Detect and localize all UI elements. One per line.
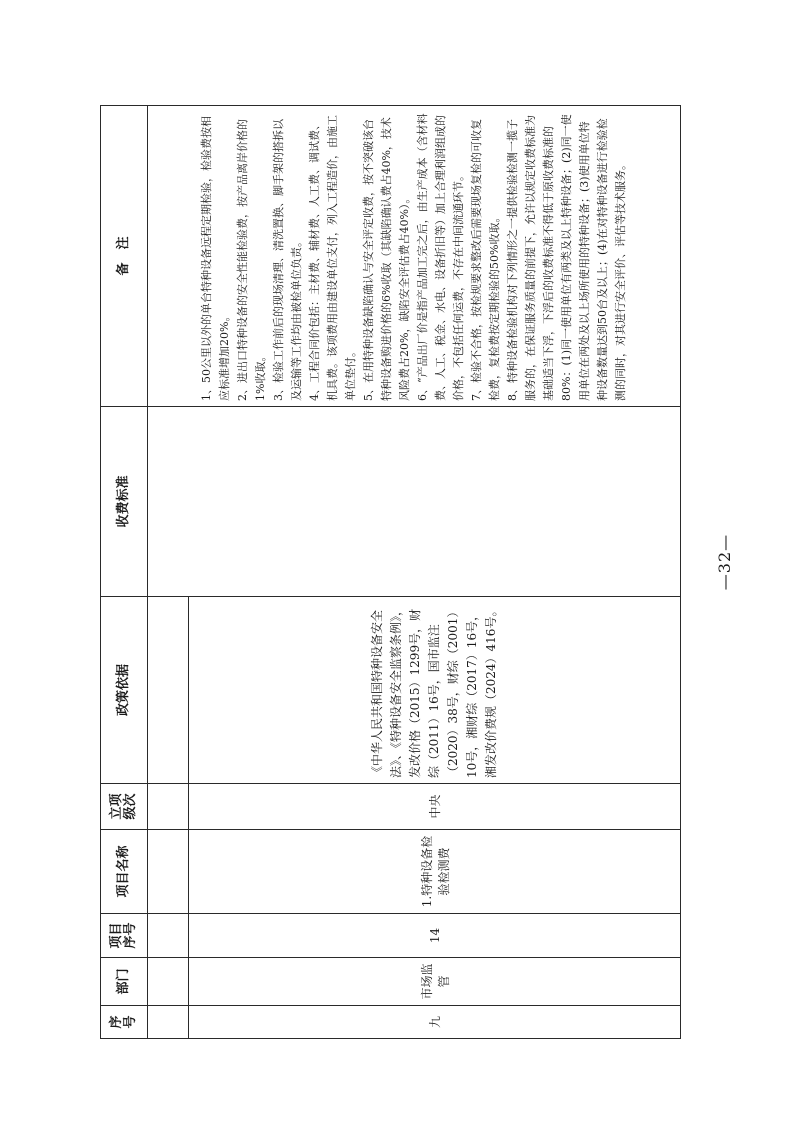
item-name-cell: 1.特种设备检验检测费	[189, 830, 681, 914]
note-item: 3、检验工作前后的现场清理、清洗置换、脚手架的搭拆以及运输等工作均由被检单位负责。	[272, 119, 304, 401]
note-item: 1、50公里以外的单台特种设备远程定期检验，检验费按相应标准增加20%。	[200, 116, 232, 401]
header-row	[101, 106, 148, 1039]
note-item: 5、在用特种设备缺陷确认与安全评定收费，按不突破该台特种设备购进价格的6%收取（其缺陷确认费占40%，技术风险费占20%，缺陷安全评估费占40%）。	[362, 117, 412, 401]
spacer-cell	[148, 830, 189, 914]
notes-cell	[148, 106, 681, 407]
note-item: 6、“产品出厂价是指产品加工完之后，由生产成本（含材料费、人工、税金、水电、设备折旧等）加上合理利润组成的价格，不包括任何运费，不存在中间流通环节。	[416, 113, 466, 401]
spacer-cell	[148, 1006, 189, 1039]
seq-cell: 九	[189, 1006, 681, 1039]
spacer-cell	[148, 914, 189, 958]
header-level: 立项级次	[101, 784, 148, 830]
note-item: 2、进出口特种设备的安全性能检验费，按产品离岸价格的1%收取。	[236, 119, 268, 401]
header-item-no: 项目序号	[101, 914, 148, 958]
fee-table	[100, 105, 681, 1039]
spacer-cell	[148, 958, 189, 1006]
note-item: 8、特种设备检验机构对下列情形之一提供检验检测一揽子服务的，在保证服务质量的前提下，允许以规定收费标准为基础适当下浮，下浮后的收费标准不得低于原收费标准的80%：(1)同一使用单位有两类及以上特种设备；(2)同一使用单位在两处及以上场所使用的特种设备；(3)使用单位特种设备数量达到50台及以上；(4)在对特种设备进行检验检测的同时，对其进行安全评价、评估等技术服务。	[506, 114, 628, 401]
dept-cell: 市场监管	[189, 958, 681, 1006]
header-standard: 收费标准	[101, 407, 148, 597]
page-number: —32—	[715, 533, 734, 591]
header-item-name: 项目名称	[101, 830, 148, 914]
note-item: 7、检验不合格，按检规要求整改后需要现场复检的可收复检费，复检费按定期检验的50%收取。	[470, 119, 502, 401]
spacer-row	[148, 106, 189, 1039]
note-item: 4、工程合同价包括：主材费、辅材费、人工费、调试费、机具费。该项费用由建设单位支付，列入工程造价，由施工单位垫付。	[308, 115, 358, 401]
header-notes: 备 注	[101, 106, 148, 407]
item-no-cell: 14	[189, 914, 681, 958]
level-cell: 中央	[189, 784, 681, 830]
header-dept: 部门	[101, 958, 148, 1006]
spacer-cell	[148, 784, 189, 830]
basis-cell: 《中华人民共和国特种设备安全法》、《特种设备安全监察条例》，发改价格（2015）1299号，财综（2011）16号，国市监注（2020）38号，财综（2001）10号，湘财综（2017）16号，湘发改价费规（2024）416号。	[189, 597, 681, 784]
spacer-cell	[148, 597, 189, 784]
header-seq: 序号	[101, 1006, 148, 1039]
header-basis: 政策依据	[101, 597, 148, 784]
standard-cell	[148, 407, 681, 597]
